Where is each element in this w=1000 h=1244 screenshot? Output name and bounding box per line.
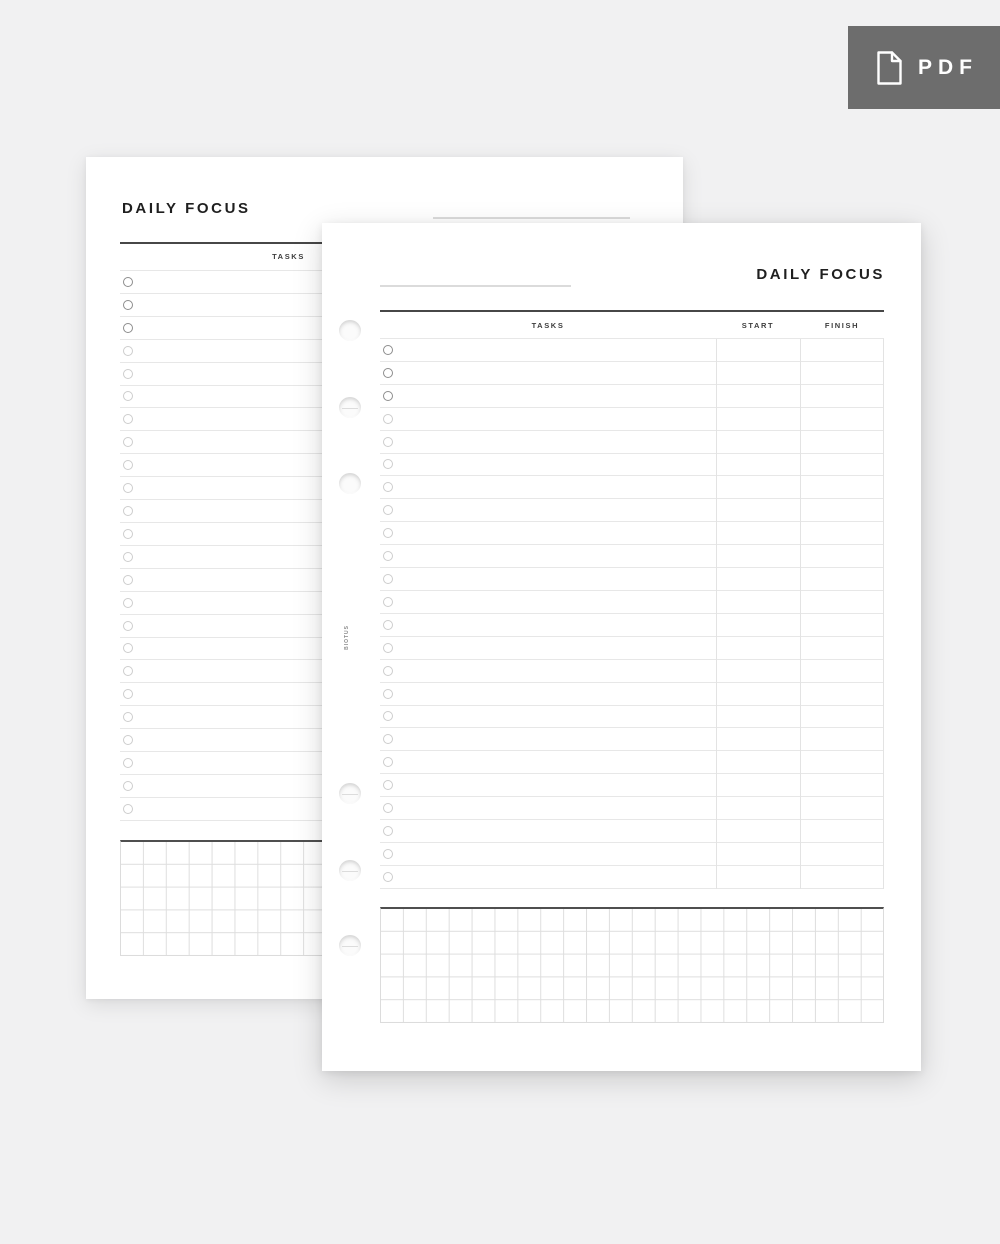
task-checkbox-circle	[383, 482, 393, 492]
task-row	[380, 866, 883, 889]
task-row	[380, 614, 883, 637]
task-checkbox-circle	[123, 277, 133, 287]
task-row	[380, 476, 883, 499]
task-checkbox-circle	[383, 734, 393, 744]
task-row	[380, 660, 883, 683]
task-checkbox-circle	[383, 803, 393, 813]
task-checkbox-circle	[383, 780, 393, 790]
task-checkbox-circle	[123, 323, 133, 333]
task-checkbox-circle	[383, 368, 393, 378]
task-checkbox-circle	[123, 300, 133, 310]
notes-grid	[380, 907, 884, 1023]
task-checkbox-circle	[123, 369, 133, 379]
task-row	[380, 774, 883, 797]
binder-hole	[339, 860, 361, 881]
task-checkbox-circle	[123, 506, 133, 516]
task-checkbox-circle	[123, 391, 133, 401]
task-checkbox-circle	[123, 460, 133, 470]
task-row	[380, 499, 883, 522]
task-checkbox-circle	[383, 849, 393, 859]
task-checkbox-circle	[383, 620, 393, 630]
task-row	[380, 362, 883, 385]
task-checkbox-circle	[383, 391, 393, 401]
date-blank-line	[380, 285, 571, 287]
brand-text: BIOTUS	[344, 625, 350, 650]
task-checkbox-circle	[123, 712, 133, 722]
task-checkbox-circle	[123, 346, 133, 356]
task-row	[380, 591, 883, 614]
task-row	[380, 568, 883, 591]
column-header-tasks: TASKS	[531, 321, 565, 330]
task-row	[380, 751, 883, 774]
task-row	[380, 637, 883, 660]
task-row	[380, 339, 883, 362]
task-checkbox-circle	[383, 872, 393, 882]
page-title: DAILY FOCUS	[756, 266, 885, 283]
pdf-badge-label: PDF	[918, 56, 978, 79]
task-checkbox-circle	[123, 689, 133, 699]
column-header-start: START	[741, 321, 775, 330]
task-row	[380, 820, 883, 843]
task-checkbox-circle	[123, 781, 133, 791]
task-checkbox-circle	[123, 437, 133, 447]
binder-hole	[339, 935, 361, 956]
task-checkbox-circle	[383, 574, 393, 584]
task-row	[380, 545, 883, 568]
binder-hole	[339, 320, 361, 341]
task-checkbox-circle	[123, 735, 133, 745]
task-list	[380, 338, 884, 889]
task-checkbox-circle	[123, 552, 133, 562]
column-header-tasks: TASKS	[272, 252, 305, 261]
date-blank-line	[433, 217, 630, 219]
binder-hole	[339, 473, 361, 494]
header-rule	[380, 310, 884, 312]
task-checkbox-circle	[383, 666, 393, 676]
task-checkbox-circle	[383, 345, 393, 355]
task-checkbox-circle	[383, 597, 393, 607]
column-divider	[716, 339, 717, 889]
task-row	[380, 797, 883, 820]
page-title: DAILY FOCUS	[122, 200, 251, 217]
task-row	[380, 683, 883, 706]
task-row	[380, 522, 883, 545]
task-checkbox-circle	[383, 551, 393, 561]
task-checkbox-circle	[123, 575, 133, 585]
task-checkbox-circle	[383, 459, 393, 469]
task-checkbox-circle	[123, 621, 133, 631]
task-checkbox-circle	[123, 643, 133, 653]
task-checkbox-circle	[383, 505, 393, 515]
column-divider	[800, 339, 801, 889]
task-row	[380, 454, 883, 477]
task-checkbox-circle	[383, 414, 393, 424]
task-checkbox-circle	[123, 758, 133, 768]
pdf-badge[interactable]	[848, 26, 1000, 109]
task-checkbox-circle	[383, 826, 393, 836]
task-checkbox-circle	[383, 757, 393, 767]
task-checkbox-circle	[383, 528, 393, 538]
binder-hole	[339, 397, 361, 418]
task-row	[380, 843, 883, 866]
task-checkbox-circle	[123, 598, 133, 608]
task-checkbox-circle	[383, 437, 393, 447]
task-checkbox-circle	[123, 804, 133, 814]
task-checkbox-circle	[383, 711, 393, 721]
binder-hole	[339, 783, 361, 804]
planner-page-right	[322, 223, 921, 1071]
task-checkbox-circle	[383, 643, 393, 653]
task-row	[380, 385, 883, 408]
column-header-finish: FINISH	[824, 321, 860, 330]
task-row	[380, 728, 883, 751]
task-checkbox-circle	[123, 483, 133, 493]
task-checkbox-circle	[123, 414, 133, 424]
task-checkbox-circle	[123, 666, 133, 676]
task-checkbox-circle	[383, 689, 393, 699]
pdf-document-icon	[876, 50, 903, 86]
task-row	[380, 706, 883, 729]
task-row	[380, 431, 883, 454]
task-row	[380, 408, 883, 431]
task-checkbox-circle	[123, 529, 133, 539]
